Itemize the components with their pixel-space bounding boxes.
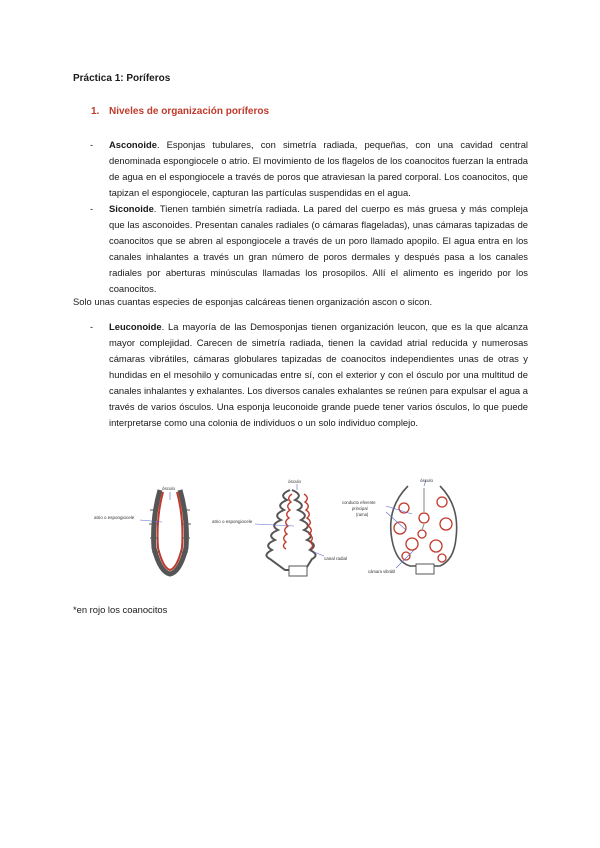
- bullet-dash: -: [90, 321, 94, 332]
- section-heading: [91, 106, 269, 117]
- definition: . Esponjas tubulares, con simetría radiada, pequeñas, con una cavidad central denominada espongiocele o atrio. El movimiento de los flagelos de los coanocitos fuerzan la entrada de agua en el espongiocele a través de poros que atraviesan la pared corporal. Los coanocitos, que tapizan el espongiocele, capturan las partículas suspendidas en el agua.: [109, 139, 528, 198]
- term: Asconoide: [109, 139, 157, 150]
- leucon-conducto-label-3: (rama): [356, 512, 369, 517]
- leucon-conducto-label: conducto eferente: [342, 500, 376, 505]
- list-item-siconoide: [90, 201, 528, 297]
- leucon-osculo-label: ósculo: [420, 478, 434, 483]
- leucon-diagram: [342, 478, 457, 574]
- definition: . La mayoría de las Demosponjas tienen organización leucon, que es la que alcanza mayor complejidad. Carecen de simetría radiada, tienen la cavidad atrial reducida y numerosas cámaras vibrátiles, cámaras globulares tapizadas de coanocitos independientes unas de otras y hundidas en el mesohilo y comunicadas entre sí, con el exterior y con el ósculo por una multitud de canales inhalantes y exhalantes. Los diversos canales exhalantes se reúnen para expulsar el agua a través de varios ósculos. Una esponja leuconoide grande puede tener varios ósculos, lo que puede interpretarse como una colonia de individuos o un solo individuo complejo.: [109, 321, 528, 428]
- term: Siconoide: [109, 203, 154, 214]
- sicon-atrio-label: atrio o espongiocele: [212, 519, 253, 524]
- page-title: Práctica 1: Poríferos: [73, 73, 171, 84]
- ascon-osculo-label: ósculo: [162, 486, 176, 491]
- section-label: Niveles de organización poríferos: [109, 106, 270, 117]
- footnote: *en rojo los coanocitos: [73, 604, 168, 615]
- term: Leuconoide: [109, 321, 162, 332]
- sponge-diagrams: [90, 478, 510, 578]
- leucon-conducto-label-2: principal: [352, 506, 368, 511]
- definition: . Tienen también simetría radiada. La pared del cuerpo es más gruesa y más compleja que las asconoides. Presentan canales radiales (o cámaras flageladas), unas cámaras tapizadas de coanocitos que se abren al espongiocele a través de un poro llamado apopilo. El agua entra en los canales inhalantes a través un gran número de poros dermales y después pasa a los canales radiales por aberturas minúsculas llamadas los prosopilos. Allí el alimento es ingerido por los coanocitos.: [109, 203, 528, 294]
- sicon-osculo-label: ósculo: [288, 479, 302, 484]
- leucon-camara-label: cámara vibrátil: [368, 569, 396, 574]
- section-number: 1.: [91, 106, 100, 117]
- sicon-canal-label: canal radial: [324, 556, 348, 561]
- sicon-diagram: [212, 479, 347, 576]
- ascon-atrio-label: atrio o espongiocele: [94, 515, 135, 520]
- list-item-leuconoide: [90, 319, 528, 431]
- plain-paragraph: Solo unas cuantas especies de esponjas calcáreas tienen organización ascon o sicon.: [73, 296, 433, 307]
- bullet-dash: -: [90, 203, 94, 214]
- ascon-diagram: [94, 486, 191, 574]
- list-item-asconoide: [90, 137, 528, 201]
- bullet-dash: -: [90, 139, 94, 150]
